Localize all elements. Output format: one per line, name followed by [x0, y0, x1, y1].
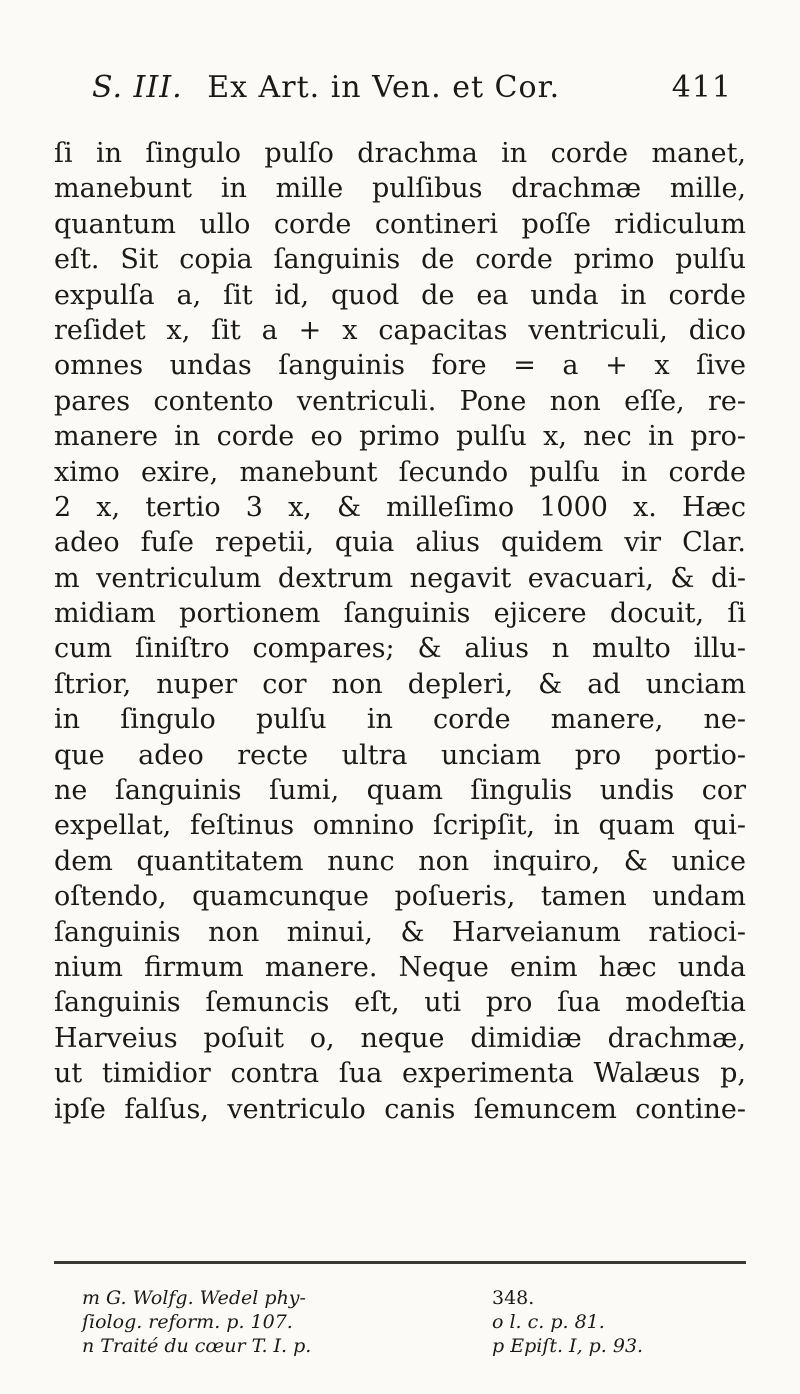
text-line: quantum ullo corde contineri poſſe ridiculum — [54, 208, 746, 240]
footnote-row — [82, 1334, 642, 1358]
page-number: 411 — [671, 70, 732, 105]
text-line: m ventriculum dextrum negavit evacuari, & di- — [54, 562, 746, 594]
text-line: ne ſanguinis ſumi, quam ſingulis undis cor — [54, 775, 746, 807]
footnote-m: m G. Wolfg. Wedel phy- — [82, 1287, 306, 1309]
text-line: omnes undas ſanguinis fore = a + x ſive — [54, 350, 746, 382]
text-line: que adeo recte ultra unciam pro portio- — [54, 739, 746, 771]
text-line: eſt. Sit copia ſanguinis de corde primo pulſu — [54, 244, 746, 276]
running-header — [92, 70, 732, 105]
text-line: manere in corde eo primo pulſu x, nec in pro- — [54, 421, 746, 453]
text-line: dem quantitatem nunc non inquiro, & unice — [54, 845, 746, 877]
footnote-row — [82, 1310, 642, 1334]
footnote-o: o l. c. p. 81. — [492, 1311, 605, 1333]
section-number: S. III. — [92, 70, 183, 105]
text-line: pares contento ventriculi. Pone non eſſe, re- — [54, 385, 746, 417]
footnote-m-line2: ſiolog. reform. p. 107. — [82, 1311, 293, 1333]
footnote-m-cont: 348. — [492, 1287, 535, 1309]
footnotes — [82, 1286, 642, 1358]
text-line: ſanguinis ſemuncis eſt, uti pro ſua modeſtia — [54, 987, 746, 1019]
text-line: adeo fuſe repetii, quia alius quidem vir Clar. — [54, 527, 746, 559]
text-line: ipſe falſus, ventriculo canis ſemuncem contine- — [54, 1093, 746, 1125]
text-line: expellat, feſtinus omnino ſcripſit, in quam qui- — [54, 810, 746, 842]
text-line: ſanguinis non minui, & Harveianum ratioci- — [54, 916, 746, 948]
text-line: Harveius poſuit o, neque dimidiæ drachmæ, — [54, 1022, 746, 1054]
text-line: reſidet x, ſit a + x capacitas ventriculi, dico — [54, 314, 746, 346]
text-line: manebunt in mille pulſibus drachmæ mille, — [54, 173, 746, 205]
text-line: ximo exire, manebunt ſecundo pulſu in corde — [54, 456, 746, 488]
running-title: Ex Art. in Ven. et Cor. — [207, 70, 561, 105]
text-line: cum ſiniſtro compares; & alius n multo illu- — [54, 633, 746, 665]
footnote-rule — [54, 1261, 746, 1264]
footnote-p: p Epiſt. I, p. 93. — [492, 1335, 644, 1357]
text-line: midiam portionem ſanguinis ejicere docuit, ſi — [54, 598, 746, 630]
text-line: expulſa a, ſit id, quod de ea unda in corde — [54, 279, 746, 311]
footnote-n: n Traité du cœur T. I. p. — [82, 1335, 312, 1357]
text-line: 2 x, tertio 3 x, & milleſimo 1000 x. Hæc — [54, 491, 746, 523]
text-line: ſtrior, nuper cor non depleri, & ad unciam — [54, 668, 746, 700]
body-text — [54, 136, 746, 1127]
text-line: ut timidior contra ſua experimenta Walæus p, — [54, 1058, 746, 1090]
text-line: ſi in ſingulo pulſo drachma in corde manet, — [54, 138, 746, 169]
footnote-row — [82, 1286, 642, 1310]
text-line: oſtendo, quamcunque poſueris, tamen undam — [54, 881, 746, 913]
text-line: in ſingulo pulſu in corde manere, ne- — [54, 704, 746, 736]
text-line: nium firmum manere. Neque enim hæc unda — [54, 951, 746, 983]
